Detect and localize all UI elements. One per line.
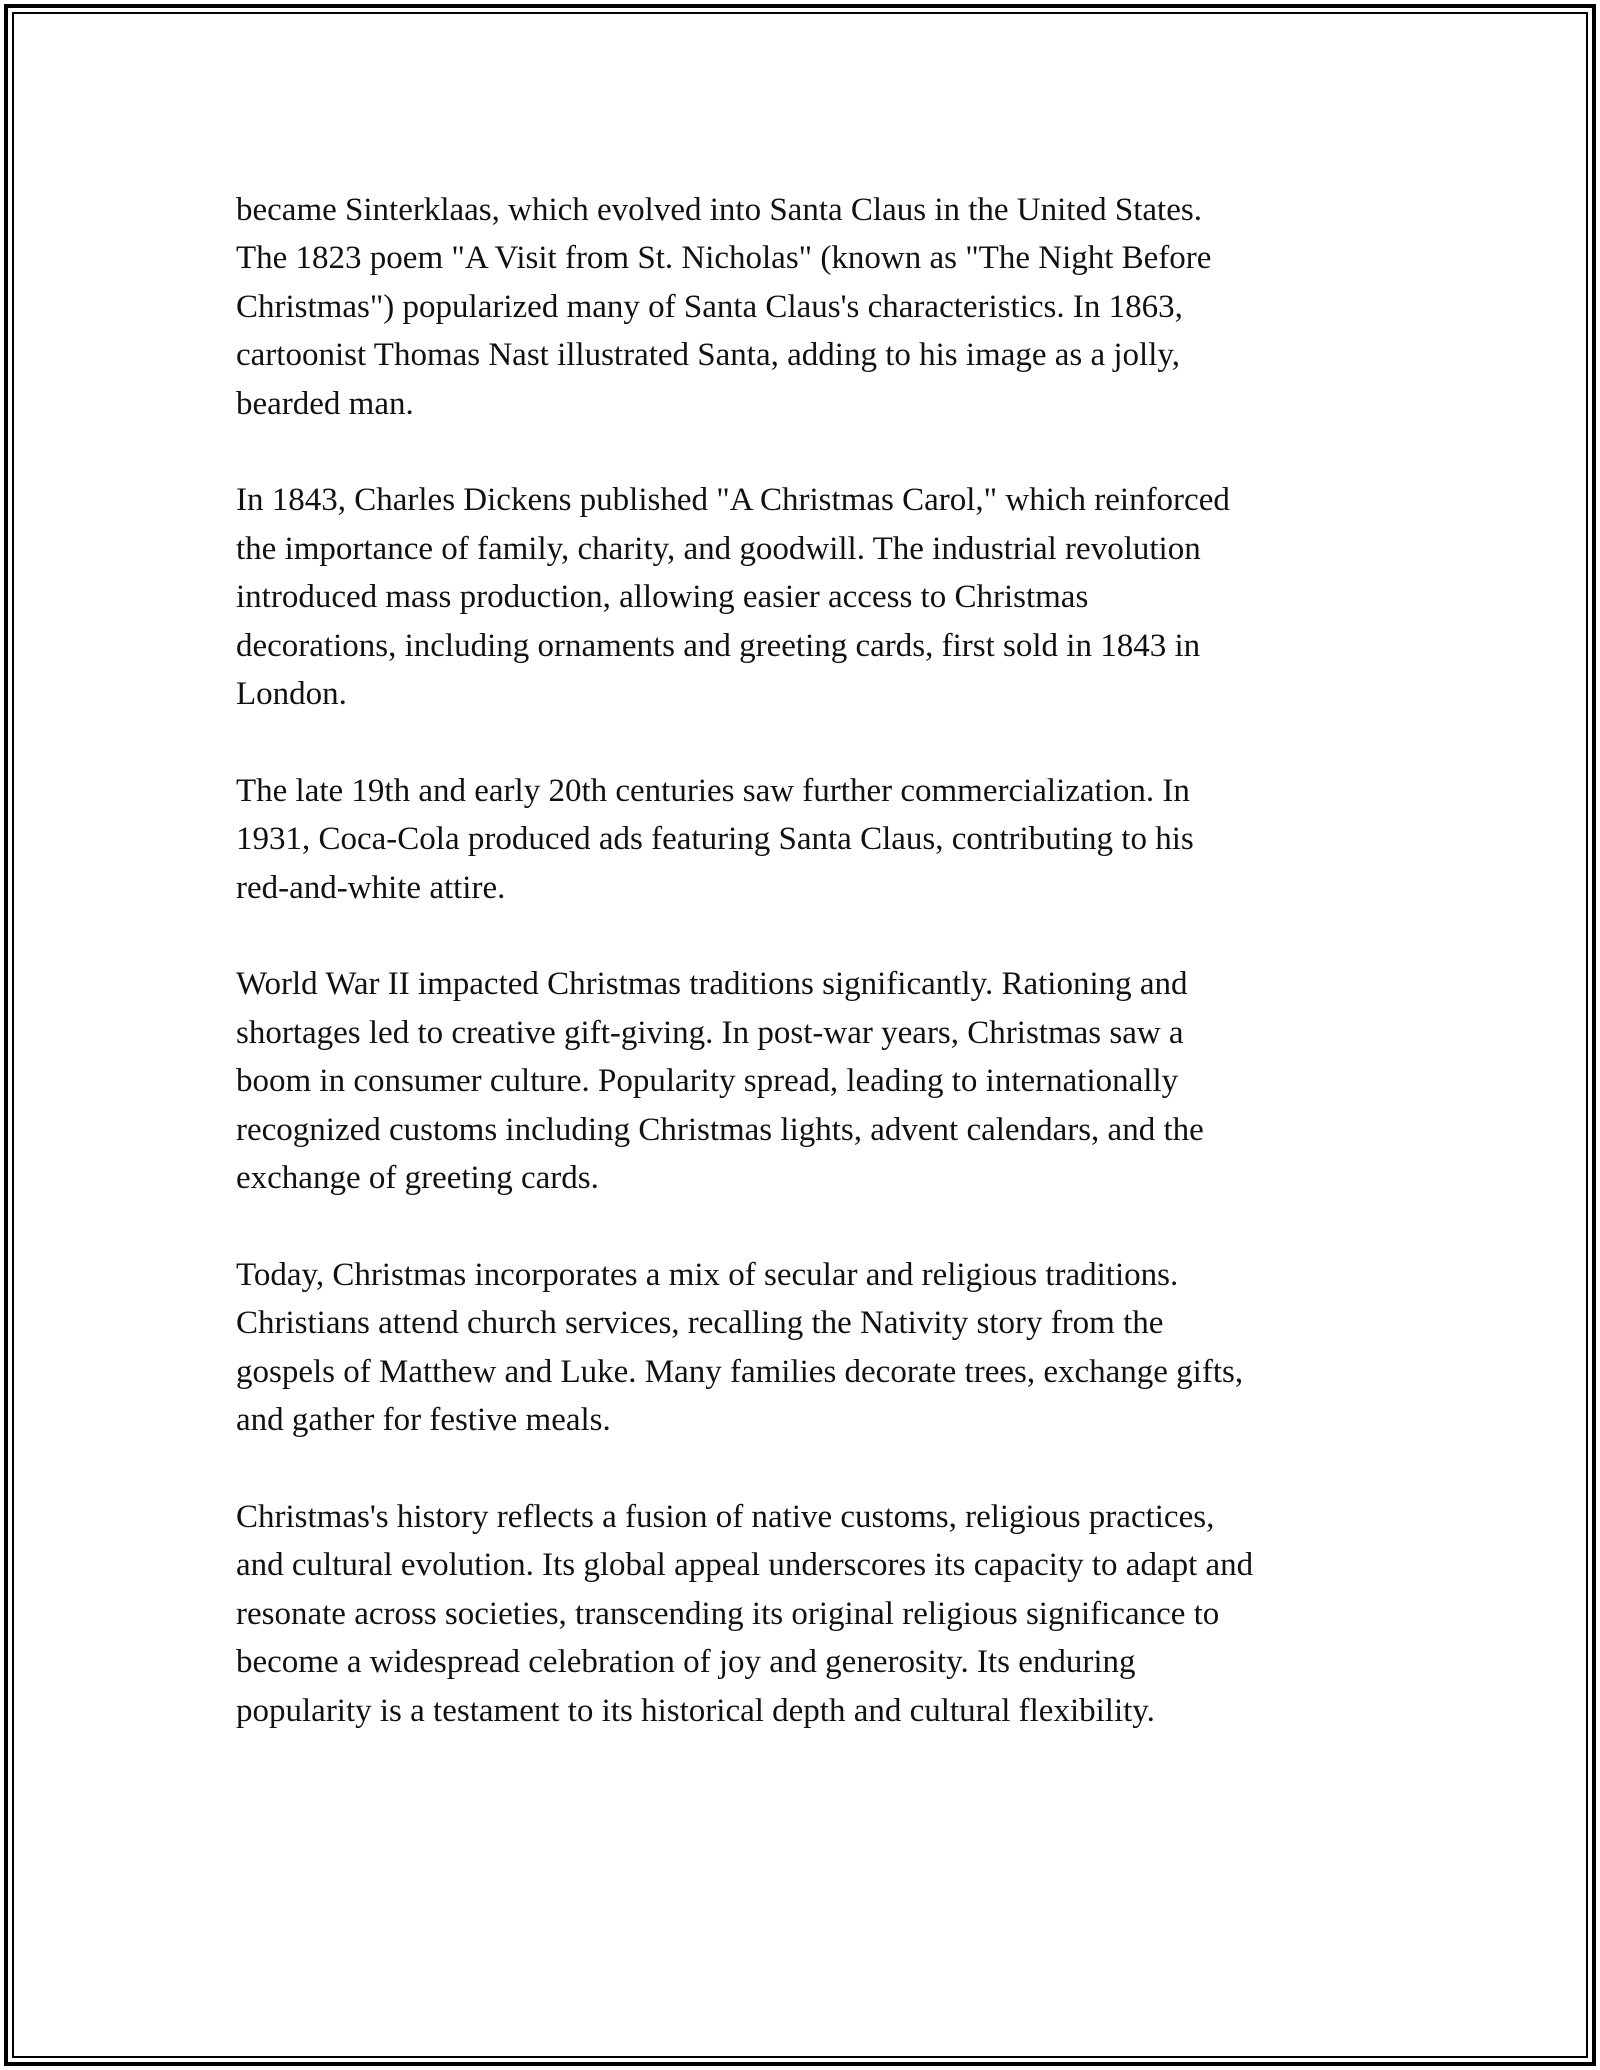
text-line: exchange of greeting cards. xyxy=(236,1160,599,1197)
text-line: resonate across societies, transcending its original religious significance to xyxy=(236,1595,1220,1632)
text-line: Christmas's history reflects a fusion of native customs, religious practices, xyxy=(236,1498,1215,1535)
paragraph xyxy=(236,1493,1396,1735)
text-line: Christmas") popularized many of Santa Claus's characteristics. In 1863, xyxy=(236,288,1183,325)
paragraph xyxy=(236,476,1396,718)
text-line: and gather for festive meals. xyxy=(236,1402,611,1439)
text-line: become a widespread celebration of joy and generosity. Its enduring xyxy=(236,1644,1136,1681)
text-line: decorations, including ornaments and greeting cards, first sold in 1843 in xyxy=(236,627,1201,664)
text-line: The late 19th and early 20th centuries saw further commercialization. In xyxy=(236,772,1190,809)
paragraph xyxy=(236,960,1396,1202)
text-line: cartoonist Thomas Nast illustrated Santa, adding to his image as a jolly, xyxy=(236,337,1180,374)
text-line: became Sinterklaas, which evolved into Santa Claus in the United States. xyxy=(236,192,1202,228)
text-line: bearded man. xyxy=(236,385,414,422)
text-line: World War II impacted Christmas traditions significantly. Rationing and xyxy=(236,966,1188,1003)
text-line: boom in consumer culture. Popularity spread, leading to internationally xyxy=(236,1063,1179,1100)
document-body xyxy=(236,186,1396,1735)
text-line: introduced mass production, allowing easier access to Christmas xyxy=(236,579,1089,616)
text-line: popularity is a testament to its historical depth and cultural flexibility. xyxy=(236,1692,1155,1729)
text-line: Christians attend church services, recalling the Nativity story from the xyxy=(236,1305,1164,1342)
text-line: The 1823 poem "A Visit from St. Nicholas" (known as "The Night Before xyxy=(236,240,1212,277)
text-line: In 1843, Charles Dickens published "A Christmas Carol," which reinforced xyxy=(236,482,1230,519)
text-line: recognized customs including Christmas lights, advent calendars, and the xyxy=(236,1111,1204,1148)
text-line: Today, Christmas incorporates a mix of secular and religious traditions. xyxy=(236,1256,1179,1293)
text-line: the importance of family, charity, and goodwill. The industrial revolution xyxy=(236,530,1201,567)
text-line: red-and-white attire. xyxy=(236,869,506,906)
paragraph xyxy=(236,186,1396,428)
text-line: gospels of Matthew and Luke. Many families decorate trees, exchange gifts, xyxy=(236,1353,1244,1390)
paragraph xyxy=(236,1251,1396,1445)
text-line: and cultural evolution. Its global appeal underscores its capacity to adapt and xyxy=(236,1547,1254,1584)
text-line: 1931, Coca-Cola produced ads featuring Santa Claus, contributing to his xyxy=(236,821,1194,858)
text-line: shortages led to creative gift-giving. In post-war years, Christmas saw a xyxy=(236,1014,1184,1051)
text-line: London. xyxy=(236,676,347,713)
paragraph xyxy=(236,767,1396,912)
